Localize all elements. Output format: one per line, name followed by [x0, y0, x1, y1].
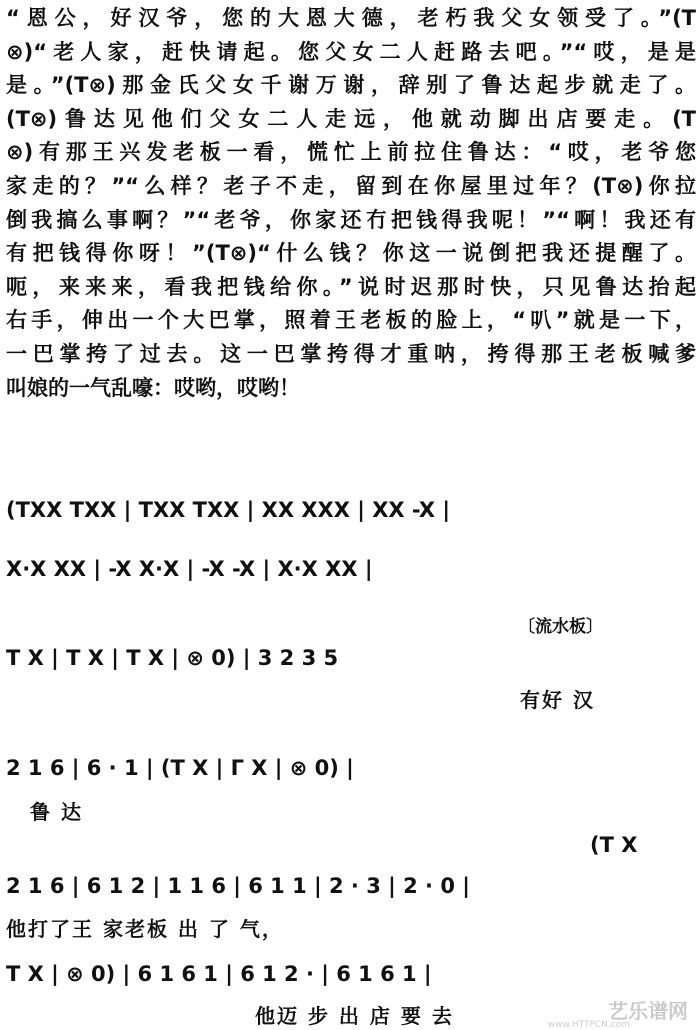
score-row-6: T X | ⊗ 0) | 6 1 6 1 | 6 1 2 · | 6 1 6 1 |	[6, 962, 432, 986]
narration-line: 呃，来来来，看我把钱给你。”说时迟那时快，只见鲁达抬起	[6, 274, 696, 299]
narration-text	[6, 2, 696, 405]
narration-line: ⊗)有那王兴发老板一看，慌忙上前拉住鲁达：“哎，老爷您	[6, 140, 696, 165]
lyric-row-6: 他迈 步 出 店 要 去	[255, 1004, 454, 1028]
narration-line: 倒我搞么事啊？”“老爷，你家还冇把钱得我呢！”“啊！我还有	[6, 207, 696, 232]
lyric-row-3: 有好 汉	[520, 688, 595, 712]
tempo-marking: 〔流水板〕	[518, 617, 603, 637]
narration-line: ⊗)“老人家，赶快请起。您父女二人赶路去吧。”“哎，是是	[6, 39, 696, 64]
watermark-url: www.HTTPCN.com	[547, 1020, 630, 1030]
narration-line: 家走的？”“么样？老子不走，留到在你屋里过年？(T⊗)你拉	[6, 173, 696, 198]
score-row-5: 2 1 6 | 6 1 2 | 1 1 6 | 6 1 1 | 2 · 3 | 2 · 0 |	[6, 874, 470, 898]
watermark-logo: 艺乐谱网	[608, 999, 688, 1023]
score-row-3: T X | T X | T X | ⊗ 0) | 3 2 3 5	[6, 646, 339, 670]
narration-line: 有把钱得你呀！”(T⊗)“什么钱？你这一说倒把我还提醒了。	[6, 241, 696, 266]
percussion-prefix-5: (T X	[590, 833, 638, 857]
narration-line: 是。”(T⊗)那金氏父女千谢万谢，辞别了鲁达起步就走了。	[6, 73, 696, 98]
percussion-row-2: X·X XX | -X X·X | -X -X | X·X XX |	[6, 557, 373, 581]
lyric-row-5: 他打了王 家老板 出 了 气，	[6, 917, 284, 941]
narration-line: 右手，伸出一个大巴掌，照着王老板的脸上，“叭”就是一下，	[6, 308, 696, 333]
narration-line: (T⊗)鲁达见他们父女二人走远，他就动脚出店要走。(T	[6, 106, 696, 131]
percussion-row-1: (TXX TXX | TXX TXX | XX XXX | XX -X |	[6, 498, 451, 522]
narration-line: 叫娘的一气乱嚎：哎哟，哎哟！	[6, 375, 300, 400]
narration-line: “恩公，好汉爷，您的大恩大德，老朽我父女领受了。”(T	[6, 6, 696, 30]
lyric-row-4: 鲁 达	[30, 800, 83, 824]
score-row-4: 2 1 6 | 6 · 1 | (T X | Γ X | ⊗ 0) |	[6, 756, 354, 780]
narration-line: 一巴掌挎了过去。这一巴掌挎得才重呐，挎得那王老板喊爹	[6, 341, 696, 366]
